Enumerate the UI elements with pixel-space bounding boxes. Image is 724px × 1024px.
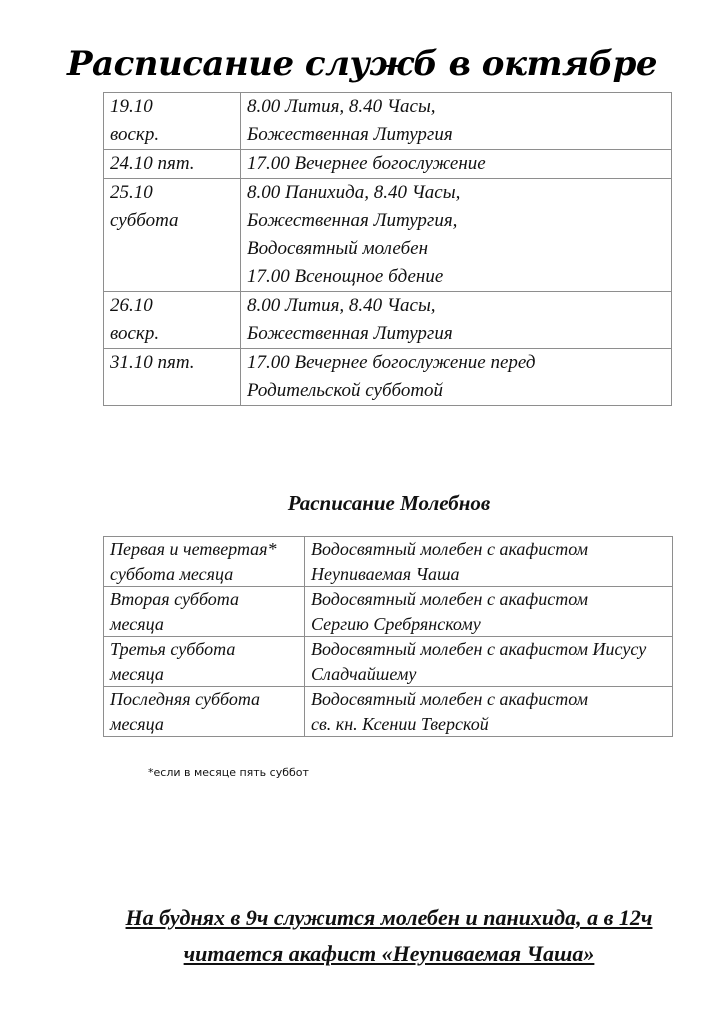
- service-date-line: воскр.: [110, 124, 160, 145]
- moleben-description-line: Водосвятный молебен с акафистом: [311, 589, 589, 609]
- molebny-title: Расписание Молебнов: [287, 491, 491, 515]
- moleben-when-line: месяца: [110, 713, 164, 734]
- service-description-line: 8.00 Лития, 8.40 Часы,: [247, 96, 436, 117]
- service-description-line: 8.00 Панихида, 8.40 Часы,: [247, 182, 461, 203]
- service-description-line: 17.00 Вечернее богослужение перед: [247, 352, 536, 373]
- moleben-row: [104, 637, 673, 687]
- molebny-table: [103, 536, 673, 737]
- service-date-line: воскр.: [110, 323, 160, 344]
- service-description-line: Божественная Литургия,: [247, 210, 458, 231]
- moleben-row: [104, 687, 673, 737]
- service-description: [241, 349, 672, 406]
- moleben-when-line: суббота месяца: [110, 563, 234, 584]
- moleben-description-line: Водосвятный молебен с акафистом: [311, 539, 589, 559]
- weekday-note-line: читается акафист «Неупиваемая Чаша»: [183, 941, 595, 966]
- moleben-when-line: Третья суббота: [110, 639, 236, 659]
- service-date: [104, 93, 241, 150]
- service-date-line: 24.10 пят.: [110, 153, 195, 174]
- service-description: [241, 292, 672, 349]
- service-description-line: Божественная Литургия: [247, 124, 453, 145]
- service-description-line: 8.00 Лития, 8.40 Часы,: [247, 295, 436, 316]
- weekday-note: [0, 900, 724, 972]
- moleben-description-line: Неупиваемая Чаша: [311, 563, 460, 584]
- service-date: [104, 150, 241, 179]
- service-date: [104, 349, 241, 406]
- moleben-row: [104, 587, 673, 637]
- service-description-line: Родительской субботой: [247, 380, 444, 401]
- moleben-description-line: Сладчайшему: [311, 663, 417, 684]
- moleben-description: [305, 637, 673, 687]
- moleben-row: [104, 537, 673, 587]
- moleben-when-line: месяца: [110, 613, 164, 634]
- moleben-when-line: Первая и четвертая*: [110, 539, 277, 559]
- footnote: *если в месяце пять суббот: [148, 766, 309, 779]
- service-date: [104, 292, 241, 349]
- service-date-line: 25.10: [110, 182, 153, 203]
- service-description-line: 17.00 Вечернее богослужение: [247, 153, 486, 174]
- service-row: [104, 349, 672, 406]
- service-date: [104, 179, 241, 292]
- moleben-when: [104, 637, 305, 687]
- service-description: [241, 150, 672, 179]
- moleben-description: [305, 587, 673, 637]
- moleben-description-line: Водосвятный молебен с акафистом Иисусу: [311, 639, 647, 659]
- moleben-when-line: Последняя суббота: [110, 689, 261, 709]
- service-row: [104, 93, 672, 150]
- moleben-when-line: Вторая суббота: [110, 589, 240, 609]
- service-description: [241, 179, 672, 292]
- services-table: [103, 92, 672, 406]
- moleben-description-line: Сергию Сребрянскому: [311, 613, 481, 634]
- service-row: [104, 179, 672, 292]
- moleben-when: [104, 537, 305, 587]
- moleben-description-line: Водосвятный молебен с акафистом: [311, 689, 589, 709]
- moleben-when: [104, 587, 305, 637]
- moleben-when: [104, 687, 305, 737]
- moleben-description: [305, 687, 673, 737]
- service-row: [104, 292, 672, 349]
- weekday-note-line: На буднях в 9ч служится молебен и панихида, а в 12ч: [125, 905, 653, 930]
- service-date-line: суббота: [110, 210, 179, 231]
- service-description-line: 17.00 Всенощное бдение: [247, 266, 444, 287]
- moleben-description: [305, 537, 673, 587]
- service-description: [241, 93, 672, 150]
- service-date-line: 26.10: [110, 295, 153, 316]
- service-row: [104, 150, 672, 179]
- service-description-line: Божественная Литургия: [247, 323, 453, 344]
- service-description-line: Водосвятный молебен: [247, 238, 429, 259]
- moleben-description-line: св. кн. Ксении Тверской: [311, 713, 489, 734]
- service-date-line: 19.10: [110, 96, 153, 117]
- moleben-when-line: месяца: [110, 663, 164, 684]
- service-date-line: 31.10 пят.: [110, 352, 195, 373]
- page-title: Расписание служб в октябре: [66, 44, 657, 84]
